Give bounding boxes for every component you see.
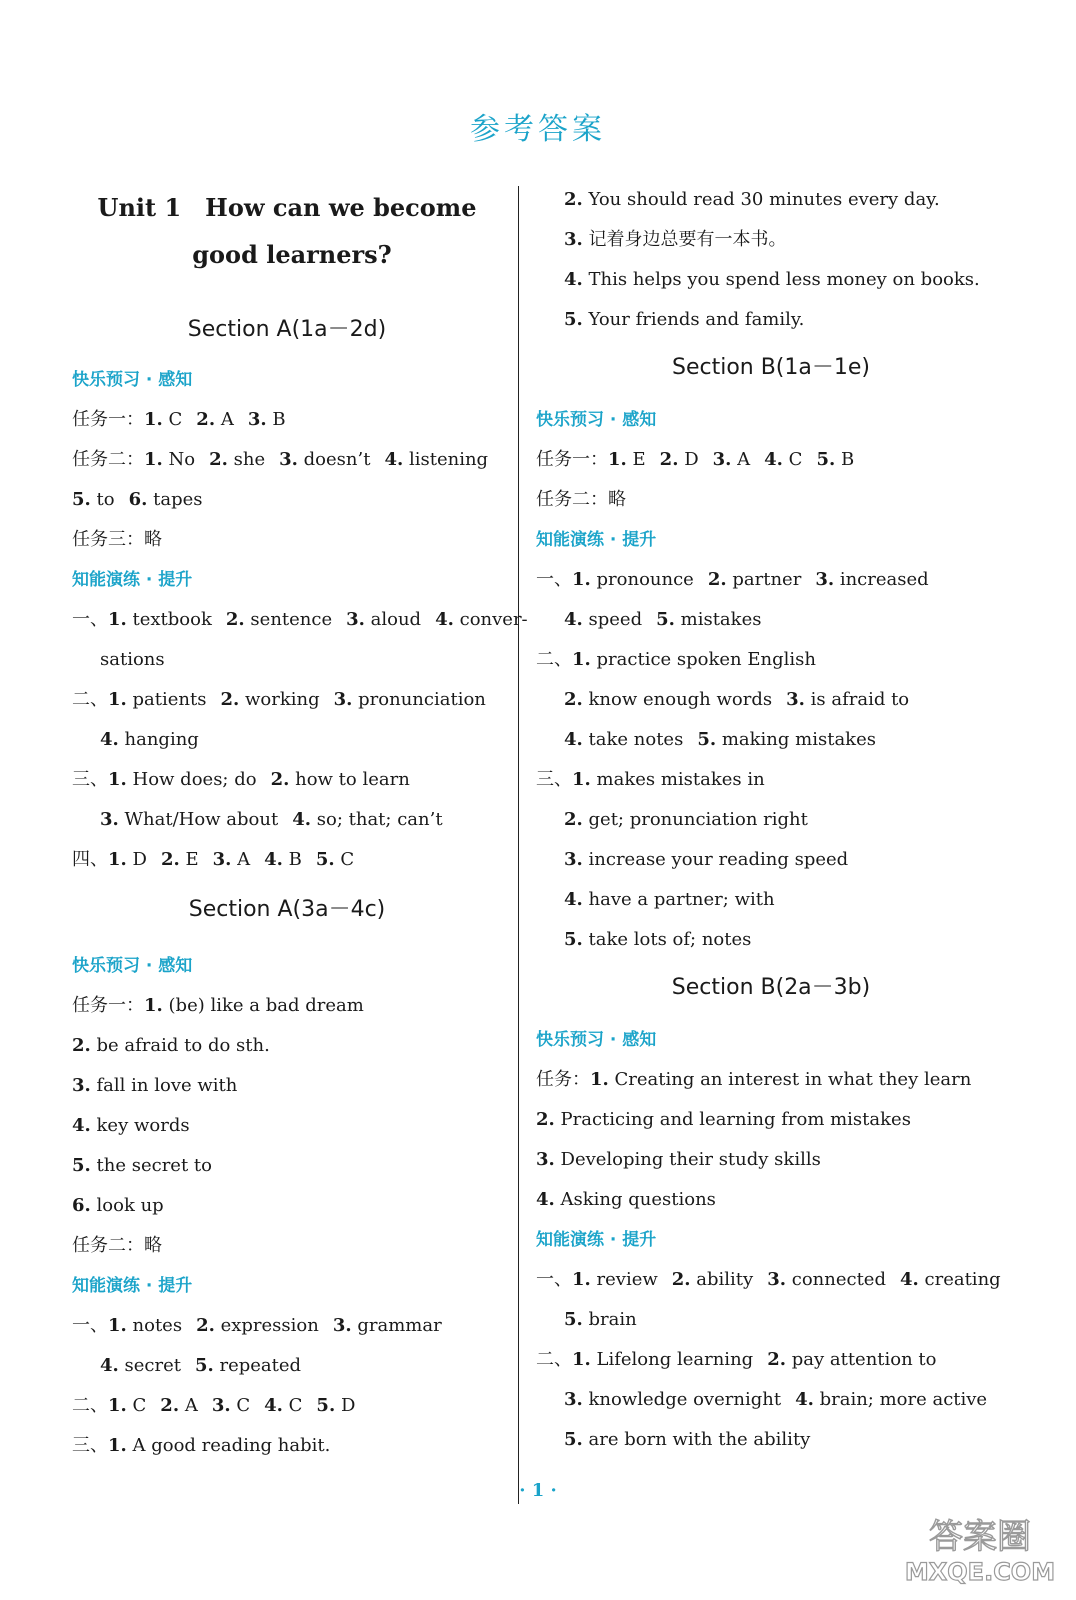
answer-item: 5. brain: [564, 1309, 637, 1330]
answer-item: 4. take notes: [564, 729, 684, 750]
answer-line: [536, 720, 1006, 760]
answer-item: 1. Creating an interest in what they learn: [590, 1069, 972, 1090]
answer-line-label: 任务一：: [536, 449, 608, 470]
right-column: [536, 180, 1006, 1460]
answer-line: [72, 720, 502, 760]
answer-item: 1. textbook: [108, 609, 212, 630]
answer-line-label: 二、: [536, 649, 572, 670]
answer-line-label: 任务一：: [72, 995, 144, 1016]
answer-item: 2. A: [196, 409, 234, 430]
answer-line-label: 任务三：略: [72, 529, 162, 550]
answer-line: [536, 1420, 1006, 1460]
answer-item: 2. partner: [707, 569, 802, 590]
answer-line-label: 任务二：: [72, 449, 144, 470]
answer-line: [536, 1300, 1006, 1340]
answer-item: 1. No: [144, 449, 196, 470]
category-label: 知能演练 · 提升: [72, 1276, 193, 1296]
answer-line: [536, 220, 1006, 260]
category-label: 快乐预习 · 感知: [72, 956, 193, 976]
answer-item: 2. D: [659, 449, 699, 470]
answer-item: 4. Asking questions: [536, 1189, 716, 1210]
answer-item: 1. (be) like a bad dream: [144, 995, 364, 1016]
answer-line: [72, 1306, 502, 1346]
answer-line-label: 四、: [72, 849, 108, 870]
answer-line-label: 三、: [72, 1435, 108, 1456]
answer-line-label: 一、: [536, 1269, 572, 1290]
answer-line: [536, 260, 1006, 300]
answer-item: 5. the secret to: [72, 1155, 212, 1176]
left-answers: [72, 310, 528, 1466]
answer-item: 5. C: [315, 849, 355, 870]
answer-line-label: 三、: [72, 769, 108, 790]
answer-item: 3. connected: [767, 1269, 886, 1290]
page-title: 参考答案: [470, 112, 606, 147]
answer-line-label: 三、: [536, 769, 572, 790]
answer-item: 1. review: [572, 1269, 658, 1290]
answer-line-label: 任务二：略: [72, 1235, 162, 1256]
answer-item: 3. A: [212, 849, 251, 870]
answer-item: 2. ability: [671, 1269, 754, 1290]
category-label: 知能演练 · 提升: [536, 1230, 657, 1250]
answer-item: 3. A: [712, 449, 751, 470]
category-label: 快乐预习 · 感知: [72, 370, 193, 390]
answer-line: [536, 760, 1006, 800]
answer-line: [72, 1346, 502, 1386]
answer-item: 1. notes: [108, 1315, 183, 1336]
svg-text:MXQE.COM: MXQE.COM: [904, 1558, 1056, 1586]
answer-item: 2. expression: [196, 1315, 319, 1336]
answer-item: 4. have a partner; with: [564, 889, 775, 910]
answer-line: [72, 1146, 502, 1186]
answer-item: 3. knowledge overnight: [564, 1389, 782, 1410]
answer-item: 6. tapes: [128, 489, 203, 510]
answer-item: 2. know enough words: [564, 689, 773, 710]
left-column: [72, 180, 528, 1466]
answer-line: [536, 1340, 1006, 1380]
answer-item: 5. mistakes: [656, 609, 762, 630]
answer-item: 3. grammar: [332, 1315, 442, 1336]
answer-line: [536, 880, 1006, 920]
answer-item: 4. This helps you spend less money on books.: [564, 269, 980, 290]
answer-line-label: 一、: [536, 569, 572, 590]
answer-item: 3. pronunciation: [333, 689, 486, 710]
answer-item: 2. be afraid to do sth.: [72, 1035, 270, 1056]
answer-item: 5. take lots of; notes: [564, 929, 752, 950]
answer-line-label: 二、: [536, 1349, 572, 1370]
answer-item: 2. get; pronunciation right: [564, 809, 808, 830]
answer-item: 3. C: [211, 1395, 251, 1416]
answer-item: 3. Developing their study skills: [536, 1149, 821, 1170]
answer-item: 5. B: [816, 449, 855, 470]
answer-item: 1. C: [144, 409, 183, 430]
answer-line: [72, 1106, 502, 1146]
answer-item: 3. is afraid to: [786, 689, 910, 710]
answer-item: 1. C: [108, 1395, 147, 1416]
answer-line: [536, 680, 1006, 720]
answer-item: sations: [100, 649, 165, 670]
answer-item: 2. pay attention to: [767, 1349, 937, 1370]
answer-line-label: 一、: [72, 1315, 108, 1336]
category-label: 快乐预习 · 感知: [536, 410, 657, 430]
answer-line: [536, 1380, 1006, 1420]
answer-line: [72, 840, 502, 880]
svg-text:答案圈: 答案圈: [929, 1517, 1031, 1557]
answer-item: 4. key words: [72, 1115, 190, 1136]
answer-line: [72, 680, 502, 720]
answer-line-label: 二、: [72, 689, 108, 710]
answer-line: [72, 480, 502, 520]
answer-line-label: 二、: [72, 1395, 108, 1416]
answer-line: [72, 986, 502, 1026]
answer-line: [72, 440, 502, 480]
answer-line: [536, 600, 1006, 640]
category-label: 知能演练 · 提升: [536, 530, 657, 550]
unit-title: [72, 184, 502, 278]
answer-item: 4. hanging: [100, 729, 199, 750]
answer-item: 1. A good reading habit.: [108, 1435, 331, 1456]
answer-line: [72, 800, 502, 840]
answer-item: 2. working: [220, 689, 320, 710]
category-label: 知能演练 · 提升: [72, 570, 193, 590]
answer-line: [72, 600, 528, 640]
answer-line: [536, 180, 1006, 220]
answer-item: 5. D: [316, 1395, 356, 1416]
answer-line: [536, 1140, 1006, 1180]
right-answers: [536, 180, 1006, 1460]
answer-item: 1. pronounce: [572, 569, 694, 590]
answer-line-label: 任务一：: [72, 409, 144, 430]
answer-item: 3. increased: [815, 569, 929, 590]
answer-item: 3. What/How about: [100, 809, 279, 830]
answer-item: 5. are born with the ability: [564, 1429, 811, 1450]
answer-item: 3. fall in love with: [72, 1075, 238, 1096]
answer-line: [536, 1100, 1006, 1140]
answer-line: [72, 760, 502, 800]
answer-item: 4. secret: [100, 1355, 181, 1376]
answer-item: 1. patients: [108, 689, 207, 710]
answer-item: 1. How does; do: [108, 769, 257, 790]
answer-item: 5. repeated: [194, 1355, 302, 1376]
answer-line: [536, 840, 1006, 880]
answer-line: [72, 1426, 502, 1466]
answer-item: 2. You should read 30 minutes every day.: [564, 189, 940, 210]
answer-item: 1. E: [608, 449, 646, 470]
answer-line: [536, 1180, 1006, 1220]
answer-item: 4. brain; more active: [795, 1389, 988, 1410]
answer-item: 5. to: [72, 489, 115, 510]
answer-line: [536, 1260, 1006, 1300]
answer-line-label: 一、: [72, 609, 108, 630]
answer-line-label: 任务二：略: [536, 489, 626, 510]
answer-item: 2. how to learn: [270, 769, 410, 790]
answer-line: [536, 440, 1006, 480]
answer-item: 4. C: [764, 449, 803, 470]
unit-title-line1: Unit 1 How can we become: [97, 193, 477, 222]
answer-item: 1. practice spoken English: [572, 649, 816, 670]
answer-line: [536, 800, 1006, 840]
answer-item: 3. increase your reading speed: [564, 849, 849, 870]
answer-item: 3. aloud: [346, 609, 422, 630]
answer-item: 1. Lifelong learning: [572, 1349, 754, 1370]
answer-line: [536, 300, 1006, 340]
answer-line: [536, 480, 1006, 520]
answer-item: 3. doesn’t: [279, 449, 371, 470]
answer-item: 2. A: [160, 1395, 198, 1416]
answer-line: [536, 920, 1006, 960]
answer-line: [72, 640, 502, 680]
answer-line: [72, 1226, 502, 1266]
answer-item: 2. Practicing and learning from mistakes: [536, 1109, 911, 1130]
section-heading: Section B(1a－1e): [671, 355, 870, 380]
answer-item: 5. making mistakes: [697, 729, 876, 750]
answer-item: 4. creating: [899, 1269, 1001, 1290]
answer-line: [72, 1386, 502, 1426]
answer-item: 4. conver-: [435, 609, 528, 630]
answer-line: [536, 1060, 1006, 1100]
answer-item: 3. 记着身边总要有一本书。: [564, 229, 787, 250]
answer-item: 5. Your friends and family.: [564, 309, 805, 330]
answer-line: [72, 1066, 502, 1106]
answer-item: 3. B: [247, 409, 286, 430]
answer-line: [72, 1186, 502, 1226]
answer-line: [536, 560, 1006, 600]
section-heading: Section B(2a－3b): [671, 975, 871, 1000]
answer-line: [72, 1026, 502, 1066]
answer-item: 1. D: [108, 849, 147, 870]
answer-item: 4. B: [264, 849, 302, 870]
answer-item: 2. sentence: [225, 609, 333, 630]
answer-item: 4. so; that; can’t: [292, 809, 443, 830]
answer-item: 6. look up: [72, 1195, 164, 1216]
answer-item: 4. C: [264, 1395, 303, 1416]
answer-line: [536, 640, 1006, 680]
column-divider: [518, 186, 519, 1504]
answer-item: 4. listening: [384, 449, 489, 470]
unit-title-line2: good learners?: [192, 240, 392, 269]
answer-item: 2. she: [209, 449, 266, 470]
watermark-logo: [890, 1510, 1070, 1590]
category-label: 快乐预习 · 感知: [536, 1030, 657, 1050]
answer-item: 1. makes mistakes in: [572, 769, 765, 790]
answer-item: 2. E: [160, 849, 199, 870]
section-heading: Section A(3a－4c): [188, 897, 386, 922]
answer-line: [72, 520, 502, 560]
answer-line-label: 任务：: [536, 1069, 590, 1090]
page-number: · 1 ·: [519, 1480, 557, 1501]
answer-item: 4. speed: [564, 609, 643, 630]
section-heading: Section A(1a－2d): [187, 317, 387, 342]
answer-line: [72, 400, 502, 440]
